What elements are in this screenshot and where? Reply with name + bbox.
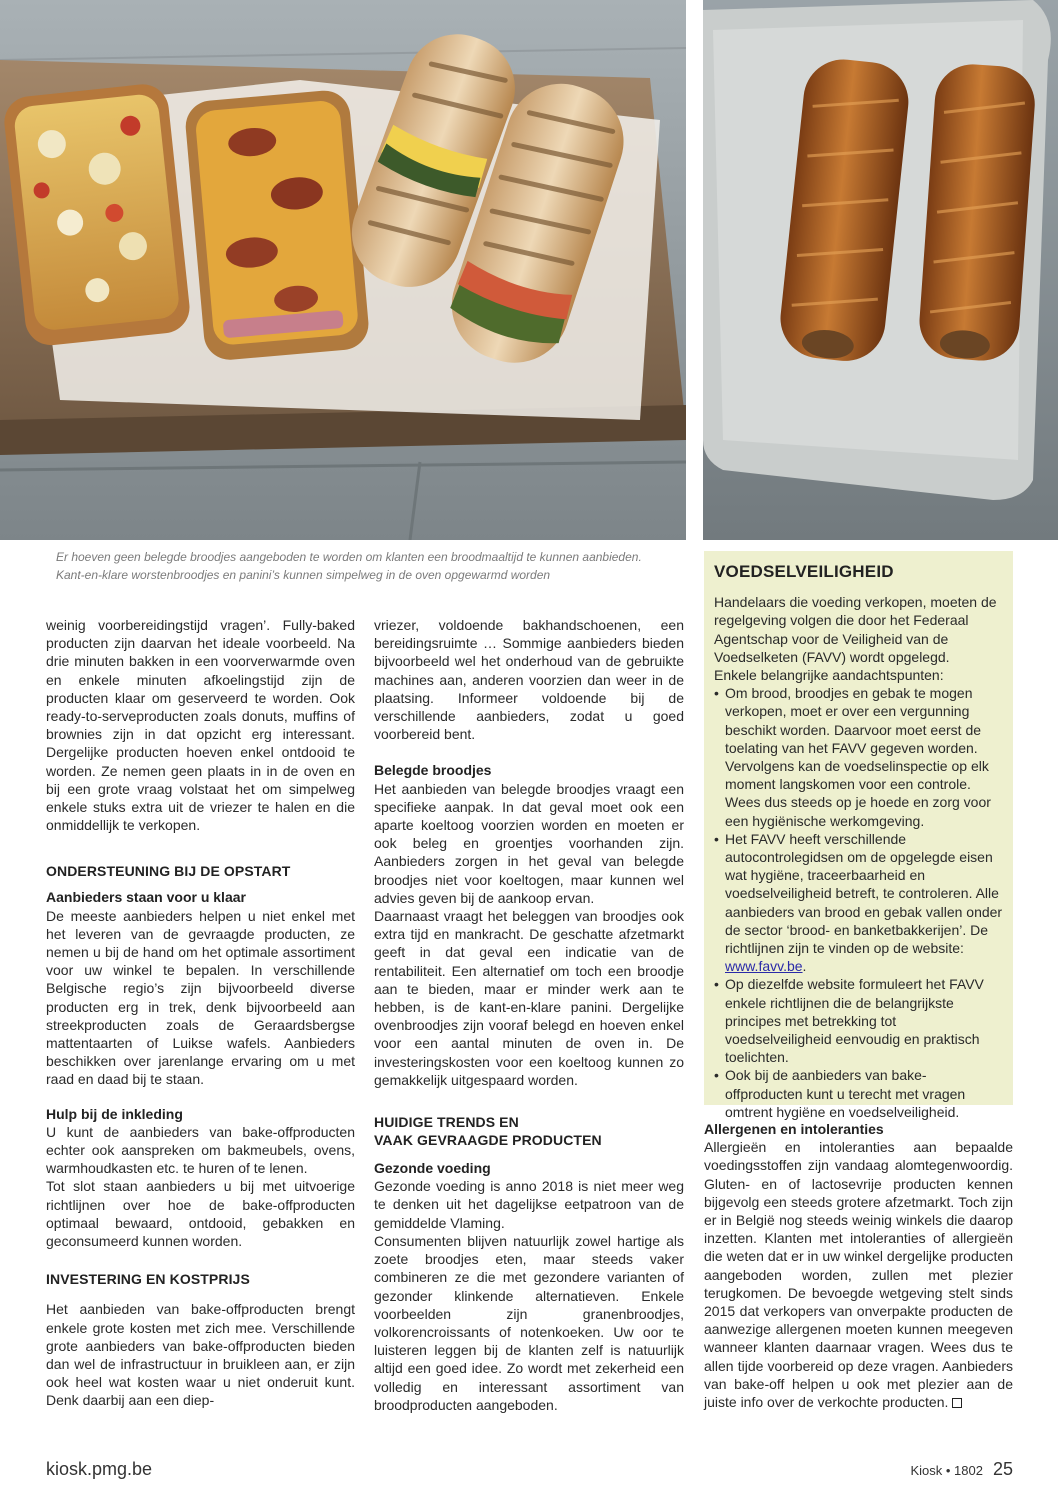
sausage-roll-illustration <box>703 0 1058 540</box>
photo-sausage-rolls <box>703 0 1058 540</box>
section-heading-trends-line-1: HUIDIGE TRENDS EN <box>374 1114 519 1131</box>
photo-caption <box>56 548 696 584</box>
sandwich-illustration <box>0 0 686 540</box>
box-intro-2: Enkele belangrijke aandachtspunten: <box>714 667 944 684</box>
box-bullet-end: . <box>802 958 807 975</box>
box-bullet: • Ook bij de aanbieders van bake-offproducten kunt u terecht met vragen omtrent hygiëne en voedselveiligheid. <box>714 1066 1003 1121</box>
paragraph: Daarnaast vraagt het beleggen van broodjes ook extra tijd en mankracht. De geschatte afzetmarkt geeft in dat geval een indicatie van de rentabiliteit. Een alternatief om toch een broodje aan te bieden, maar er minder werk aan te hebben, is de kant-en-klare panini. Dergelijke ovenbroodjes zijn vooraf belegd en hoeven enkel voor een aantal minuten de oven in. De investeringskosten voor een koeltoog kunnen zo gemakkelijk uitgespaard worden. <box>374 908 684 1088</box>
section-heading-trends <box>374 1113 684 1149</box>
box-bullet-list <box>714 684 1003 1121</box>
box-bullet <box>714 830 1003 976</box>
photo-sandwiches <box>0 0 686 540</box>
column-2 <box>374 616 684 1414</box>
box-title: VOEDSELVEILIGHEID <box>714 562 894 581</box>
footer-issue <box>910 1459 1013 1480</box>
paragraph: Het aanbieden van bake-offproducten brengt enkele grote kosten met zich mee. Verschillende grote aanbieders van bake-offproducten bieden dan wel de infrastructuur in bruikleen aan, er zijn ook heel wat kosten waar u niet onderuit kunt. Denk daarbij aan een diep- <box>46 1301 355 1409</box>
column-1 <box>46 616 355 1410</box>
box-bullet: • Op diezelfde website formuleert het FAVV enkele richtlijnen die de belangrijkste principes met betrekking tot voedselveiligheid eenvoudig en praktisch toelichten. <box>714 975 1003 1066</box>
subheading-furnish: Hulp bij de inkleding <box>46 1105 183 1122</box>
subheading-allergen: Allergenen en intoleranties <box>704 1121 884 1137</box>
paragraph: Tot slot staan aanbieders u bij met uitvoerige richtlijnen over hoe de bake-offproducten optimaal bewaard, ontdooid, gebakken en geconsumeerd kunnen worden. <box>46 1178 355 1250</box>
paragraph: vriezer, voldoende bakhandschoenen, een bereidingsruimte … Sommige aanbieders bieden bijvoorbeeld wel het onderhoud van de gebruikte machines aan, anderen voorzien dan weer in de plaatsing. Informeer voldoende bij de verschillende aanbieders, zodat u goed voorbereid bent. <box>374 617 684 743</box>
section-heading-support: ONDERSTEUNING BIJ DE OPSTART <box>46 863 291 880</box>
paragraph-text: Allergieën en intoleranties aan bepaalde voedingsstoffen zijn vandaag alomtegenwoordig. Gluten- en of lactosevrije producten kennen bijgevolg een steeds grotere afzetmarkt. Toch zijn er in België nog steeds weinig winkels die daarop inzetten. Klanten met intoleranties of allergieën die weten dat er in uw winkel dergelijke producten aangeboden worden, zullen met plezier terugkomen. De bevoegde wetgeving stelt sinds 2015 dat verkopers van onverpakte producten de aanwezige allergenen moeten kunnen meegeven wanneer klanten daarnaar vragen. Wees dus te allen tijde voorbereid op deze vragen. Aanbieders van bake-off helpen u ook met plezier aan de juiste info over de verkochte producten. <box>704 1139 1013 1411</box>
subheading-suppliers: Aanbieders staan voor u klaar <box>46 889 246 906</box>
paragraph: weinig voorbereidingstijd vragen’. Fully-baked producten zijn daarvan het ideale voorbeeld. Na drie minuten bakken in een voorverwarmde oven en enkele minuten afkoelingstijd zijn de producten klaar om geserveerd te worden. Ook ready-to-serveproducten zoals donuts, muffins of brownies zijn in dat opzicht erg interessant. Dergelijke producten hoeven enkel ontdooid te worden. Ze nemen geen plaats in in de oven en bij een grote vraag volstaat het om simpelweg enkele stuks extra uit de vriezer te halen en die onmiddellijk te verkopen. <box>46 617 355 834</box>
paragraph: Consumenten blijven natuurlijk zowel hartige als zoete broodjes eten, maar steeds vaker combineren ze die met gezondere varianten of gezonder klinkende alternatieven. Enkele voorbeelden zijn granenbroodjes, volkorencroissants of notenkoeken. Uw oor te luisteren leggen bij de klanten zelf is natuurlijk altijd een goed idee. Zo wordt met zekerheid een volledig en interessant assortiment van broodproducten aangeboden. <box>374 1232 684 1413</box>
paragraph: U kunt de aanbieders van bake-offproducten echter ook aanspreken om bakmeubels, ovens, warmhoudkasten etc. te huren of te lenen. <box>46 1123 355 1177</box>
section-heading-invest: INVESTERING EN KOSTPRIJS <box>46 1271 250 1288</box>
paragraph: Gezonde voeding is anno 2018 is niet meer weg te denken uit het dagelijkse eetpatroon van de gemiddelde Vlaming. <box>374 1178 684 1231</box>
box-bullet: • Om brood, broodjes en gebak te mogen verkopen, moet er over een vergunning beschikt worden. Daarvoor moet eerst de toelating van het FAVV gegeven worden. Vervolgens kan de voedselinspectie op elk moment langskomen voor een controle. Wees dus steeds op je hoede en zorg voor een hygiënische werkomgeving. <box>714 684 1003 830</box>
paragraph: Het aanbieden van belegde broodjes vraagt een specifieke aanpak. In dat geval moet ook een aparte koeltoog voorzien worden en moeten er ook beleg en groentjes voorhanden zijn. Aanbieders zorgen in het geval van belegde broodjes niet voor koeltogen, maar kunnen wel advies geven bij de aankoop ervan. <box>374 780 684 906</box>
box-intro: Handelaars die voeding verkopen, moeten de regelgeving volgen die door het Federaal Agentschap voor de Veiligheid van de Voedselketen (FAVV) wordt opgelegd. <box>714 594 997 665</box>
caption-line-2: Kant-en-klare worstenbroodjes en panini’s kunnen simpelweg in de oven opgewarmd worden <box>56 568 551 582</box>
section-heading-trends-line-2: VAAK GEVRAAGDE PRODUCTEN <box>374 1132 602 1149</box>
end-of-article-icon <box>952 1398 962 1408</box>
subheading-belegd: Belegde broodjes <box>374 762 492 779</box>
footer-issue-label: Kiosk • 1802 <box>910 1463 983 1478</box>
box-bullet-text: Het FAVV heeft verschillende autocontrolegidsen om de opgelegde eisen wat hygiëne, traceerbaarheid en voedselveiligheid betreft, te controleren. Alle aanbieders van brood en gebak vallen onder de sector ‘brood- en banketbakkerijen’. De richtlijnen zijn te vinden op de website: <box>725 830 1003 957</box>
column-3 <box>704 1120 1013 1411</box>
paragraph: De meeste aanbieders helpen u niet enkel met het leveren van de gevraagde producten, ze nemen u bij de hand om het optimale assortiment voor uw winkel te bepalen. In verschillende Belgische regio’s zijn bijvoorbeeld diverse producten erg in trek, denk bijvoorbeeld aan streekproducten zoals de Geraardsbergse mattentaarten of Luikse wafels. Aanbieders beschikken over jarenlange ervaring om u met raad en daad bij te staan. <box>46 907 355 1088</box>
caption-line-1: Er hoeven geen belegde broodjes aangeboden te worden om klanten een broodmaaltijd te kunnen aanbieden. <box>56 550 642 564</box>
footer-site-url[interactable]: kiosk.pmg.be <box>46 1459 153 1479</box>
subheading-gezond: Gezonde voeding <box>374 1160 491 1177</box>
page-number: 25 <box>992 1459 1013 1479</box>
paragraph <box>704 1138 1013 1411</box>
favv-link[interactable]: www.favv.be <box>725 958 803 975</box>
food-safety-box <box>704 551 1013 1120</box>
